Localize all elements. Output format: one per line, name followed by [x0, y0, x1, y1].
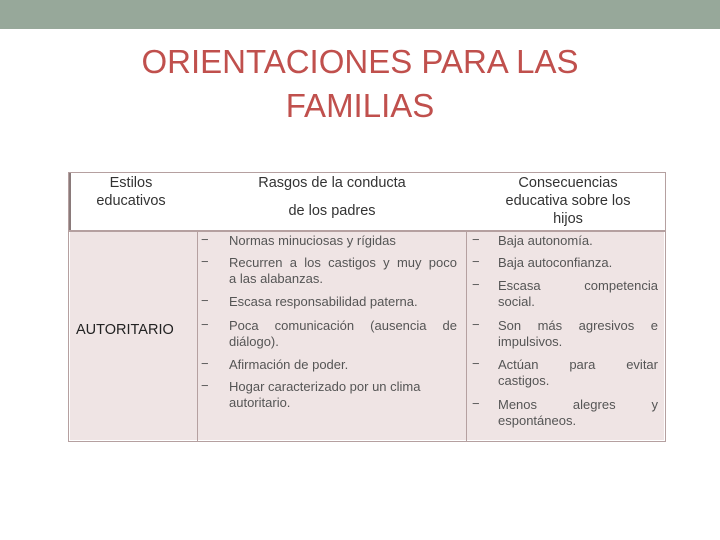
consecuencia-bullet: −: [472, 277, 480, 292]
consecuencia-bullet: −: [472, 232, 480, 247]
consecuencia-line: Son más agresivos e: [498, 318, 658, 333]
consecuencia-item: [498, 255, 658, 271]
rasgo-line: diálogo).: [229, 334, 279, 349]
rasgo-line: Afirmación de poder.: [229, 357, 349, 372]
rasgo-line: Recurren a los castigos y muy poco: [229, 255, 457, 270]
column-divider-1: [197, 230, 198, 441]
rasgo-bullet: −: [201, 293, 209, 308]
consecuencia-item: [498, 357, 658, 389]
consecuencia-line: castigos.: [498, 373, 550, 388]
slide-title: [60, 40, 660, 128]
consecuencia-line: Escasa competencia: [498, 278, 658, 293]
rasgo-item: [229, 233, 457, 249]
title-line-1: ORIENTACIONES PARA LAS: [141, 43, 579, 80]
rasgo-line: a las alabanzas.: [229, 271, 323, 286]
consecuencia-line: Actúan para evitar: [498, 357, 658, 372]
rasgo-item: [229, 294, 457, 310]
header-consecuencias-line-3: hijos: [553, 211, 583, 227]
consecuencia-bullet: −: [472, 356, 480, 371]
consecuencia-item: [498, 397, 658, 429]
rasgo-line: Poca comunicación (ausencia de: [229, 318, 457, 333]
consecuencia-line: Baja autoconfianza.: [498, 255, 613, 270]
consecuencia-line: espontáneos.: [498, 413, 577, 428]
rasgo-line: Escasa responsabilidad paterna.: [229, 294, 418, 309]
consecuencia-bullet: −: [472, 254, 480, 269]
header-consecuencias-line-1: Consecuencias: [518, 175, 618, 191]
header-estilos: [86, 174, 176, 210]
rasgo-bullet: −: [201, 254, 209, 269]
consecuencia-item: [498, 318, 658, 350]
header-estilos-line-1: Estilos: [109, 175, 153, 191]
header-divider: [68, 230, 666, 232]
header-rasgos-line-1: Rasgos de la conducta: [258, 175, 406, 191]
rasgo-bullet: −: [201, 317, 209, 332]
consecuencia-bullet: −: [472, 317, 480, 332]
rasgo-item: [229, 255, 457, 287]
consecuencia-line: impulsivos.: [498, 334, 563, 349]
header-consecuencias-line-2: educativa sobre los: [505, 193, 631, 209]
header-rasgos-line-2: de los padres: [288, 203, 376, 219]
rasgo-bullet: −: [201, 378, 209, 393]
title-line-2: FAMILIAS: [285, 87, 435, 124]
row-label-autoritario: AUTORITARIO: [76, 322, 174, 338]
column-divider-2: [466, 230, 467, 441]
rasgo-line: Normas minuciosas y rígidas: [229, 233, 396, 248]
parenting-styles-table: [68, 172, 666, 442]
rasgo-bullet: −: [201, 356, 209, 371]
consecuencia-item: [498, 233, 658, 249]
rasgo-line: autoritario.: [229, 395, 291, 410]
top-bar: [0, 0, 720, 29]
consecuencia-line: Baja autonomía.: [498, 233, 593, 248]
rasgo-item: [229, 379, 457, 411]
header-rasgos: [198, 174, 466, 220]
header-consecuencias: [473, 174, 663, 228]
rasgo-bullet: −: [201, 232, 209, 247]
consecuencia-line: Menos alegres y: [498, 397, 658, 412]
rasgo-item: [229, 357, 457, 373]
header-estilos-line-2: educativos: [96, 193, 166, 209]
consecuencia-bullet: −: [472, 396, 480, 411]
consecuencia-item: [498, 278, 658, 310]
consecuencia-line: social.: [498, 294, 535, 309]
rasgo-item: [229, 318, 457, 350]
rasgo-line: Hogar caracterizado por un clima: [229, 379, 421, 394]
